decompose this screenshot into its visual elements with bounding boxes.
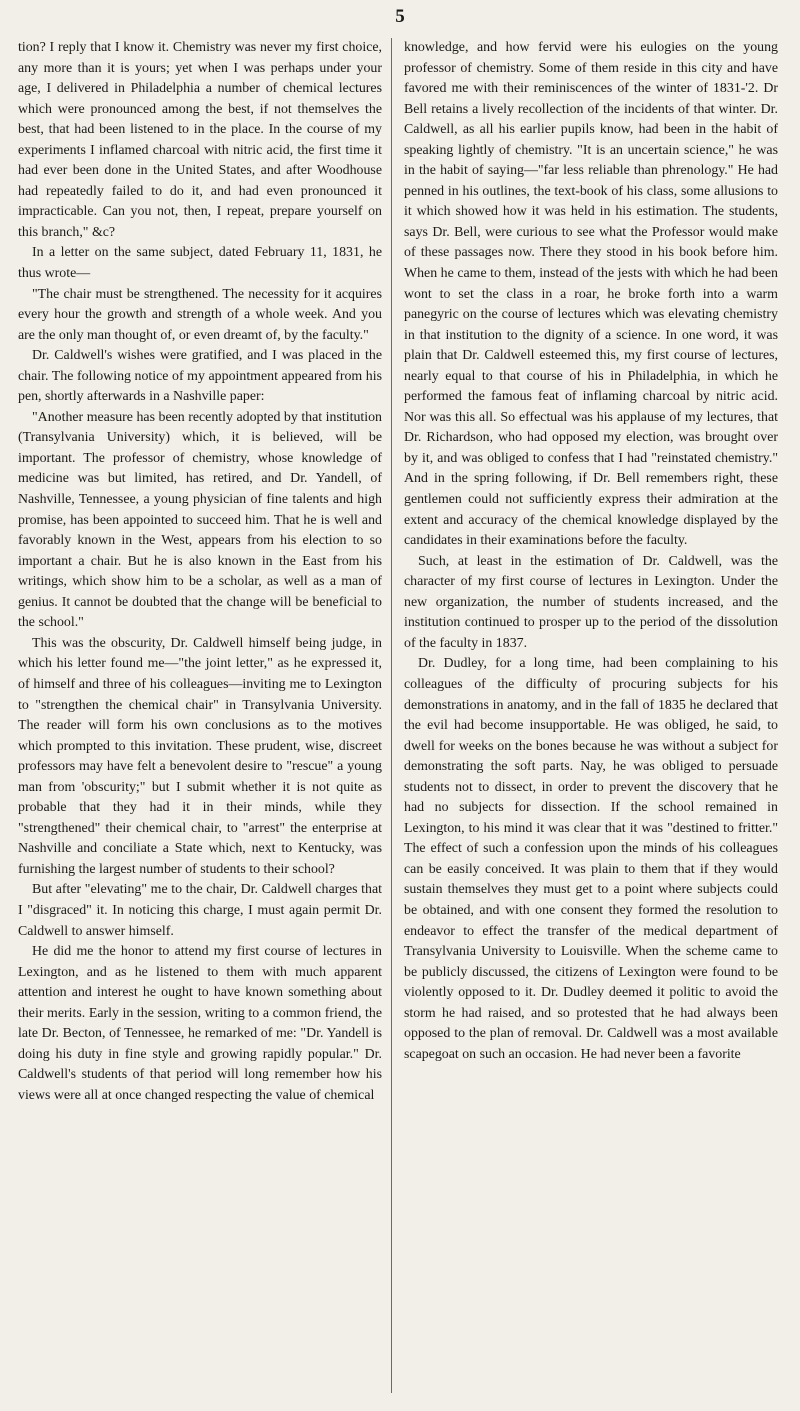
paragraph: "The chair must be strengthened. The necessity for it acquires every hour the growth and strength of a whole week. And you are the only man thought of, or even dreamt of, by the faculty." <box>18 286 382 343</box>
right-column <box>404 38 778 1065</box>
paragraph: Dr. Dudley, for a long time, had been complaining to his colleagues of the difficulty of procuring subjects for his demonstrations in anatomy, and in the fall of 1835 he declared that the evil had become insupportable. He was obliged, he said, to dwell for weeks on the bones because he was without a subject for demonstrating the soft parts. Nay, he was obliged to persuade students not to dissect, in order to prevent the discovery that he had no subjects for dissection. If the school remained in Lexington, to his mind it was clear that it was "destined to fritter." The effect of such a confession upon the minds of his colleagues can be easily conceived. It was plain to them that if they would sustain themselves they must get to a point where subjects could be obtained, and with one consent they formed the resolution to endeavor to effect the transfer of the medical department of Transylvania University to Louisville. When the scheme came to be publicly discussed, the citizens of Lexington were found to be violently opposed to it. Dr. Dudley deemed it politic to avoid the storm he had raised, and so protested that he had always been opposed to the plan of removal. Dr. Caldwell was a most available scapegoat on such an occasion. He had never been a favorite <box>404 656 778 1062</box>
paragraph: knowledge, and how fervid were his eulogies on the young professor of chemistry. Some of them reside in this city and have favored me with their reminiscences of the winter of 1831-'2. Dr Bell retains a lively recollection of the incidents of that winter. Dr. Caldwell, as all his earlier pupils know, had been in the habit of speaking lightly of chemistry. "It is an uncertain science," he was in the habit of saying—"far less reliable than phrenology." He had penned in his outlines, the text-book of his class, some allusions to it which showed how it was held in his estimation. The students, says Dr. Bell, were curious to see what the Professor would make of these passages now. There they stood in his book before him. When he came to them, instead of the jests with which he had been wont to set the class in a roar, he broke forth into a warm panegyric on the course of lectures which was elevating chemistry in that institution to the dignity of a science. In one word, it was plain that Dr. Caldwell esteemed this, my first course of lectures, nearly equal to that course of his in Philadelphia, in which he performed the famous feat of inflaming charcoal by nitric acid. Nor was this all. So effectual was his applause of my lectures, that Dr. Richardson, who had opposed my election, was brought over by it, and was obliged to confess that I had "reinstated chemistry." And in the spring following, if Dr. Bell remembers right, these gentlemen could not sufficiently express their admiration at the extent and accuracy of the chemical knowledge displayed by the candidates in their examinations before the faculty. <box>404 40 778 549</box>
paragraph: tion? I reply that I know it. Chemistry was never my first choice, any more than it is yours; yet when I was perhaps under your age, I delivered in Philadelphia a number of chemical lectures which were pronounced among the best, if not themselves the best, that had been listened to in the place. In the course of my experiments I inflamed charcoal with nitric acid, the first time it had ever been done in the United States, and after Woodhouse had repeatedly failed to do it, and had even pronounced it impracticable. Can you not, then, I repeat, prepare yourself on this branch," &c? <box>18 40 382 240</box>
paragraph: In a letter on the same subject, dated February 11, 1831, he thus wrote— <box>18 245 382 282</box>
page-number: 5 <box>395 6 405 27</box>
left-column <box>18 38 382 1106</box>
paragraph: Dr. Caldwell's wishes were gratified, and I was placed in the chair. The following notice of my appointment appeared from his pen, shortly afterwards in a Nashville paper: <box>18 348 382 405</box>
paragraph: Such, at least in the estimation of Dr. Caldwell, was the character of my first course of lectures in Lexington. Under the new organization, the number of students increased, and the institution continued to prosper up to the period of the dissolution of the faculty in 1837. <box>404 553 778 651</box>
paragraph: He did me the honor to attend my first course of lectures in Lexington, and as he listened to them with much apparent attention and interest he ought to have known something about their merits. Early in the session, writing to a common friend, the late Dr. Becton, of Tennessee, he remarked of me: "Dr. Yandell is doing his duty in fine style and growing rapidly popular." Dr. Caldwell's students of that period will long remember how his views were all at once changed respecting the value of chemical <box>18 944 382 1103</box>
paragraph: This was the obscurity, Dr. Caldwell himself being judge, in which his letter found me—"the joint letter," as he expressed it, of himself and three of his colleagues—inviting me to Lexington to "strengthen the chemical chair" in Transylvania University. The reader will form his own conclusions as to the motives which prompted to this invitation. These prudent, wise, discreet professors may have felt a benevolent desire to "rescue" a young man from 'obscurity;" but I submit whether it is not quite as probable that they had it in their minds, while they "strengthened" their chemical chair, to "arrest" the enterprise at Nashville and conciliate a State which, next to Kentucky, was furnishing the largest number of students to their school? <box>18 635 382 877</box>
column-rule <box>391 38 392 1393</box>
paragraph: "Another measure has been recently adopted by that institution (Transylvania University) which, it is believed, will be important. The professor of chemistry, whose knowledge of medicine was but limited, has retired, and Dr. Yandell, of Nashville, Tennessee, a young physician of fine talents and high promise, has been appointed to succeed him. That he is well and favorably known in the West, appears from his election to so important a chair. But he is also known in the East from his writings, which show him to be a scholar, as well as a man of genius. It cannot be doubted that the change will be beneficial to the school." <box>18 409 382 631</box>
paragraph: But after "elevating" me to the chair, Dr. Caldwell charges that I "disgraced" it. In noticing this charge, I must again permit Dr. Caldwell to answer himself. <box>18 882 382 939</box>
